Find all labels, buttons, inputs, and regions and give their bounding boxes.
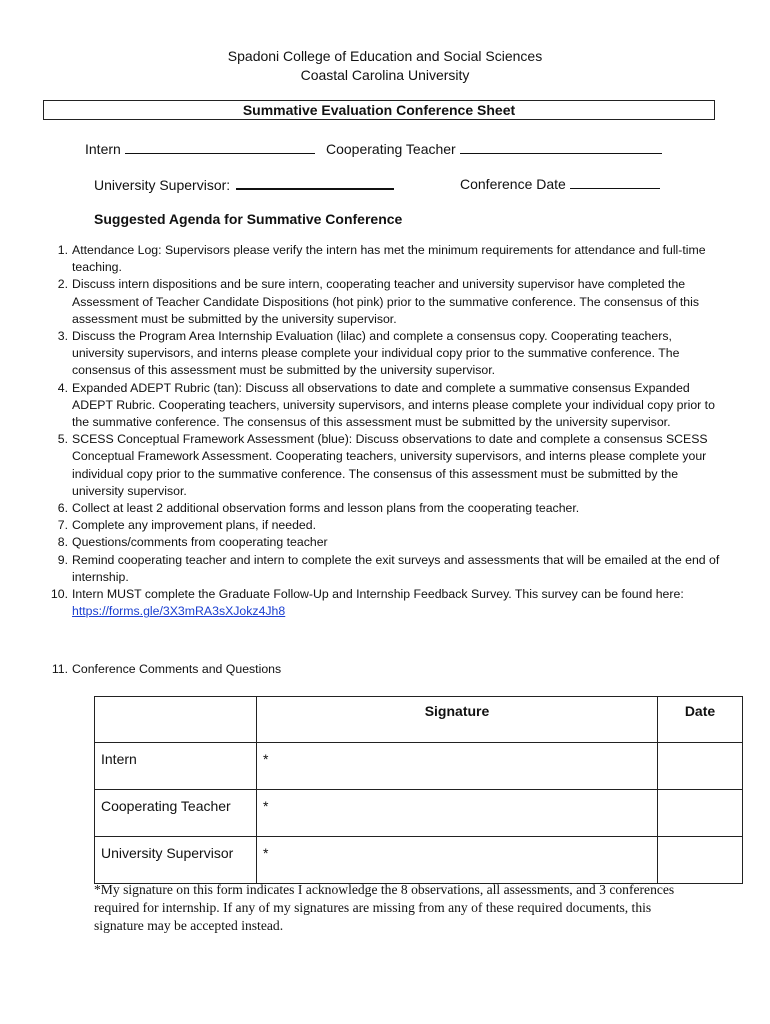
agenda-item-survey [50, 586, 720, 620]
agenda-item [57, 500, 720, 517]
agenda-item [57, 517, 720, 534]
agenda-item [57, 328, 720, 380]
item-number: 8. [57, 535, 68, 550]
conference-comments-label: Conference Comments and Questions [72, 662, 282, 676]
agenda-item [57, 431, 720, 500]
item-number: 9. [57, 552, 68, 567]
item-number: 1. [57, 243, 68, 257]
intern-blank[interactable] [125, 141, 315, 154]
conference-date-label: Conference Date [460, 176, 566, 192]
item-number: 7. [57, 518, 68, 533]
agenda-list [50, 242, 720, 620]
survey-link[interactable]: https://forms.gle/3X3mRA3sXJokz4Jh8 [72, 604, 286, 619]
cooperating-teacher-blank[interactable] [460, 141, 662, 154]
item-text: Questions/comments from cooperating teacher [72, 535, 328, 550]
item-text: Intern MUST complete the Graduate Follow-Up and Internship Feedback Survey. This survey can be found here: [72, 587, 684, 602]
agenda-item [57, 552, 720, 586]
role-cell: Intern [95, 743, 257, 790]
conference-date-blank[interactable] [570, 176, 660, 189]
signature-column-header: Signature [257, 697, 658, 743]
header-blank-cell [95, 697, 257, 743]
cooperating-teacher-field[interactable] [326, 141, 662, 157]
item-text: SCESS Conceptual Framework Assessment (blue): Discuss observations to date and complete a consensus SCESS Conceptual Framework Assessment. Cooperating teachers, university supervisors, and interns please complete your individual copy prior to the summative conference. The consensus of this assessment must be submitted by the university supervisor. [72, 432, 708, 498]
date-cell[interactable] [658, 790, 743, 837]
item-number: 6. [57, 501, 68, 516]
university-supervisor-label: University Supervisor: [94, 177, 231, 193]
item-number: 10. [50, 587, 68, 602]
intern-field[interactable] [85, 141, 315, 157]
role-cell: Cooperating Teacher [95, 790, 257, 837]
table-header-row [95, 697, 743, 743]
intern-label: Intern [85, 141, 121, 157]
item-number: 3. [57, 329, 68, 344]
table-row [95, 743, 743, 790]
agenda-item [57, 276, 720, 328]
cooperating-teacher-label: Cooperating Teacher [326, 141, 456, 157]
university-supervisor-blank[interactable] [236, 176, 394, 190]
agenda-heading: Suggested Agenda for Summative Conference [94, 211, 403, 227]
item-text: Expanded ADEPT Rubric (tan): Discuss all observations to date and complete a summative consensus Expanded ADEPT Rubric. Cooperating teachers, university supervisors, and interns please complete your individual copy prior to the summative conference. The consensus of this assessment must be submitted by the university supervisor. [72, 380, 715, 430]
signature-cell[interactable]: * [257, 837, 658, 884]
date-cell[interactable] [658, 743, 743, 790]
date-cell[interactable] [658, 837, 743, 884]
item-number: 5. [57, 432, 68, 447]
signature-cell[interactable]: * [257, 743, 658, 790]
item-text: Attendance Log: Supervisors please verify the intern has met the minimum requirements for attendance and full-time teaching. [72, 243, 706, 275]
item-text: Discuss the Program Area Internship Evaluation (lilac) and complete a consensus copy. Cooperating teachers, university supervisors, and interns please complete your individual copy prior to the summative conference. The consensus of this assessment must be submitted by the university supervisor. [72, 329, 680, 378]
signature-footnote: *My signature on this form indicates I acknowledge the 8 observations, all assessments, and 3 conferences required for internship. If any of my signatures are missing from any of these required documents, this signature may be accepted instead. [94, 882, 675, 933]
item-text: Complete any improvement plans, if needed. [72, 518, 317, 533]
item-number: 4. [57, 380, 68, 395]
form-title: Summative Evaluation Conference Sheet [43, 100, 715, 120]
university-supervisor-field[interactable] [94, 176, 394, 193]
signature-table [94, 696, 743, 884]
item-text: Remind cooperating teacher and intern to complete the exit surveys and assessments that will be emailed at the end of internship. [72, 552, 720, 584]
item-number: 11. [51, 662, 68, 676]
agenda-item [57, 242, 720, 276]
table-row [95, 837, 743, 884]
table-row [95, 790, 743, 837]
agenda-item [57, 380, 720, 432]
university-name: Coastal Carolina University [300, 67, 470, 83]
item-text: Discuss intern dispositions and be sure intern, cooperating teacher and university supervisor have completed the Assessment of Teacher Candidate Dispositions (hot pink) prior to the summative conference. The consensus of this assessment must be submitted by the university supervisor. [72, 277, 700, 326]
item-text: Collect at least 2 additional observation forms and lesson plans from the cooperating teacher. [72, 501, 580, 516]
date-column-header: Date [658, 697, 743, 743]
agenda-item [57, 534, 720, 551]
college-name: Spadoni College of Education and Social Sciences [227, 48, 543, 64]
signature-cell[interactable]: * [257, 790, 658, 837]
item-number: 2. [57, 277, 68, 292]
role-cell: University Supervisor [95, 837, 257, 884]
conference-date-field[interactable] [460, 176, 660, 192]
